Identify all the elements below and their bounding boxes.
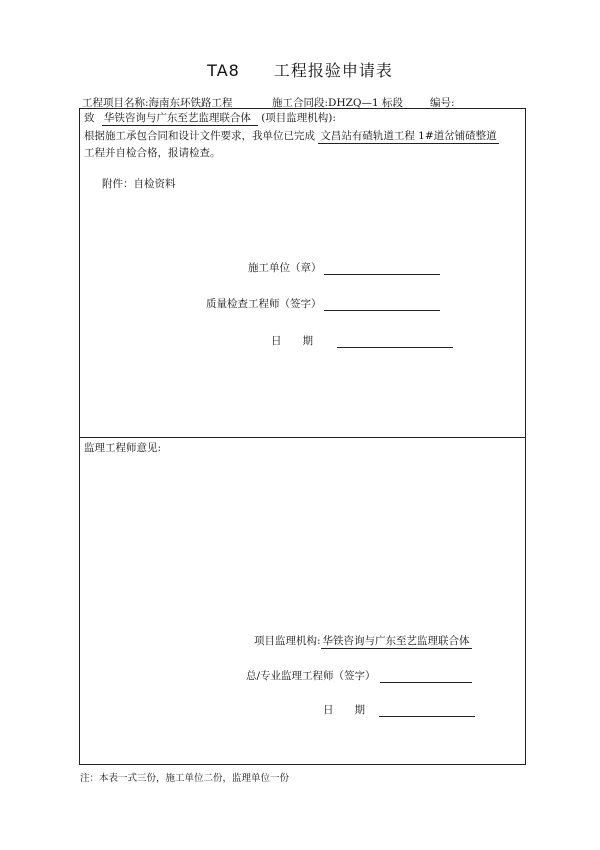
addressee-org: 华铁咨询与广东至艺监理联合体 (102, 110, 258, 126)
construction-unit-row (248, 260, 440, 275)
attachment-line: 附件：自检资料 (102, 178, 176, 190)
application-date-row (271, 333, 453, 348)
application-date-field (337, 335, 453, 348)
body-line-1: 根据施工承包合同和设计文件要求，我单位已完成 文昌站有碴轨道工程 1#道岔铺碴整道 (84, 130, 497, 142)
form-code: TA8 (207, 61, 240, 80)
supervisor-section (79, 437, 526, 765)
application-section (79, 108, 526, 438)
supervision-org-label: 项目监理机构: (254, 635, 321, 647)
chief-engineer-label: 总/专业监理工程师（签字） (246, 670, 376, 682)
application-date-label: 日 期 (271, 335, 313, 347)
project-name: 工程项目名称:海南东环铁路工程 (82, 97, 233, 109)
addressee-line: 致 华铁咨询与广东至艺监理联合体 (项目监理机构): (84, 112, 336, 124)
form-title (0, 58, 600, 81)
contract-section: 施工合同段:DHZQ—1 标段 (272, 97, 404, 109)
construction-unit-label: 施工单位（章） (248, 262, 322, 274)
supervisor-date-row (323, 702, 475, 717)
supervisor-date-label: 日 期 (323, 704, 365, 716)
supervisor-date-field (379, 704, 475, 717)
chief-engineer-row (246, 668, 472, 683)
chief-engineer-signature (380, 670, 472, 683)
qc-engineer-signature (324, 298, 440, 311)
supervision-org-row (254, 633, 472, 649)
construction-unit-signature (324, 262, 440, 275)
qc-engineer-label: 质量检查工程师（签字） (206, 298, 322, 310)
supervision-org-name: 华铁咨询与广东至艺监理联合体 (322, 635, 470, 647)
supervisor-opinion-label: 监理工程师意见: (84, 442, 162, 454)
form-title-text: 工程报验申请表 (273, 61, 393, 80)
qc-engineer-row (206, 296, 440, 311)
form-number-label: 编号: (430, 97, 455, 109)
body-line-2: 工程并自检合格，报请检查。 (84, 147, 221, 159)
footer-note: 注：本表一式三份，施工单位二份，监理单位一份 (80, 773, 290, 784)
work-item: 文昌站有碴轨道工程 1#道岔铺碴整道 (320, 130, 497, 142)
